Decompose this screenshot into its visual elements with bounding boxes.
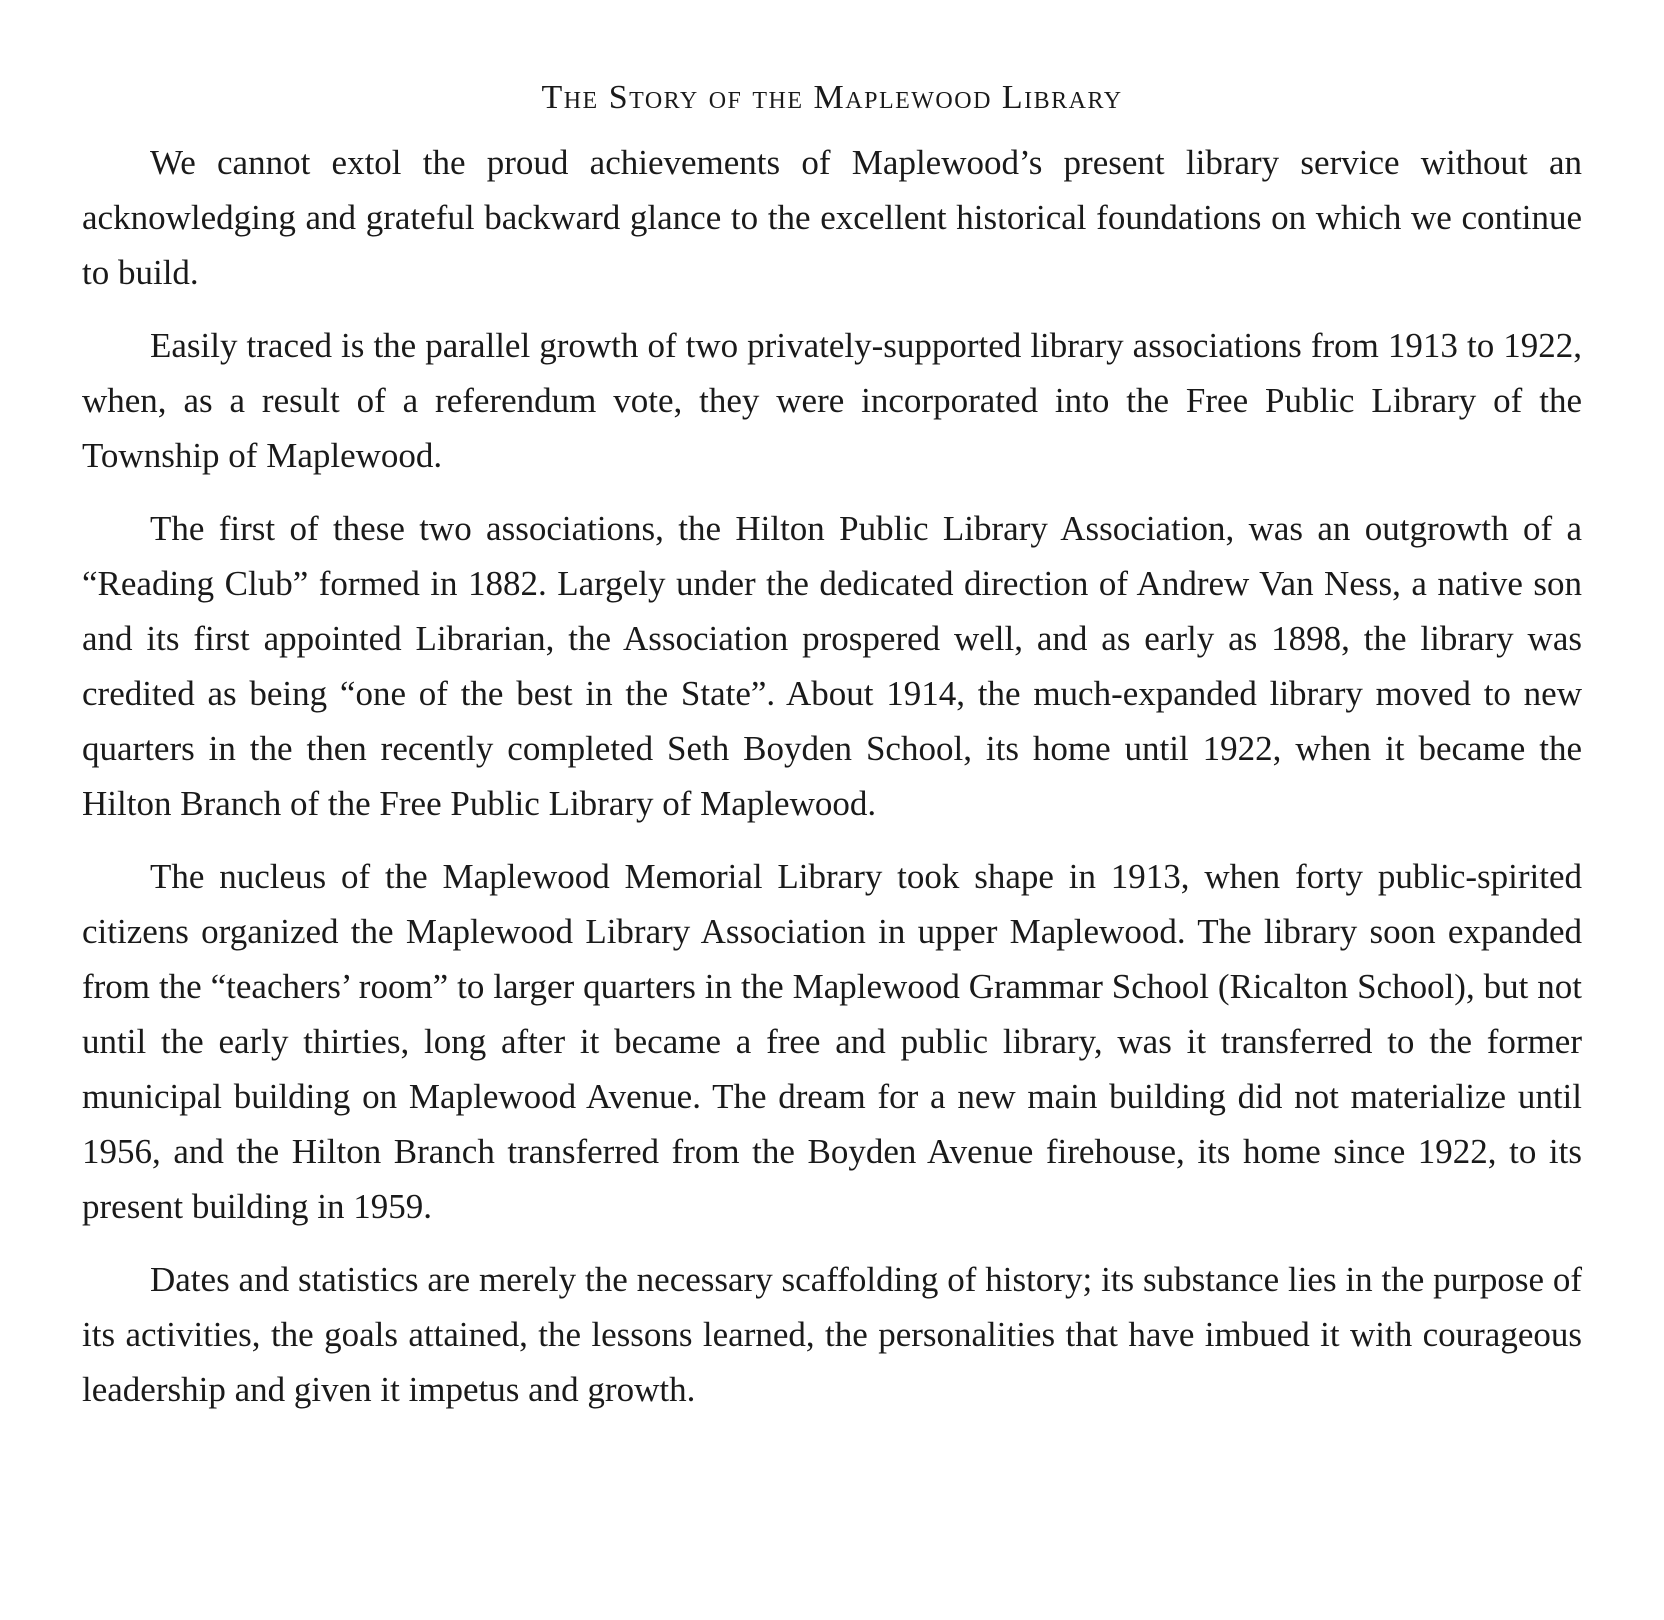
document-title: The Story of the Maplewood Library bbox=[541, 79, 1123, 116]
paragraph-1: We cannot extol the proud achievements of Maplewood’s present library service without an acknowledging and grateful backward glance to the excellent historical foundations on which we continue to build. bbox=[82, 142, 1582, 292]
paragraph-2: Easily traced is the parallel growth of two privately-supported library associations from 1913 to 1922, when, as a result of a referendum vote, they were incorporated into the Free Public Library of the Township of Maplewood. bbox=[82, 325, 1582, 475]
paragraph-5: Dates and statistics are merely the necessary scaffolding of history; its substance lies in the purpose of its activities, the goals attained, the lessons learned, the personalities that have imbued it with courageous leadership and given it impetus and growth. bbox=[82, 1259, 1582, 1409]
paragraph-4: The nucleus of the Maplewood Memorial Library took shape in 1913, when forty public-spirited citizens organized the Maplewood Library Association in upper Maplewood. The library soon expanded from the “teachers’ room” to larger quarters in the Maplewood Grammar School (Ricalton School), but not until the early thirties, long after it became a free and public library, was it transferred to the former municipal building on Maplewood Avenue. The dream for a new main building did not materialize until 1956, and the Hilton Branch transferred from the Boyden Avenue firehouse, its home since 1922, to its present building in 1959. bbox=[82, 856, 1582, 1226]
paragraph-3: The first of these two associations, the Hilton Public Library Association, was an outgrowth of a “Reading Club” formed in 1882. Largely under the dedicated direction of Andrew Van Ness, a native son and its first appointed Librarian, the Association prospered well, and as early as 1898, the library was credited as being “one of the best in the State”. About 1914, the much-expanded library moved to new quarters in the then recently completed Seth Boyden School, its home until 1922, when it became the Hilton Branch of the Free Public Library of Maplewood. bbox=[82, 508, 1582, 823]
document-page bbox=[82, 78, 1582, 1435]
